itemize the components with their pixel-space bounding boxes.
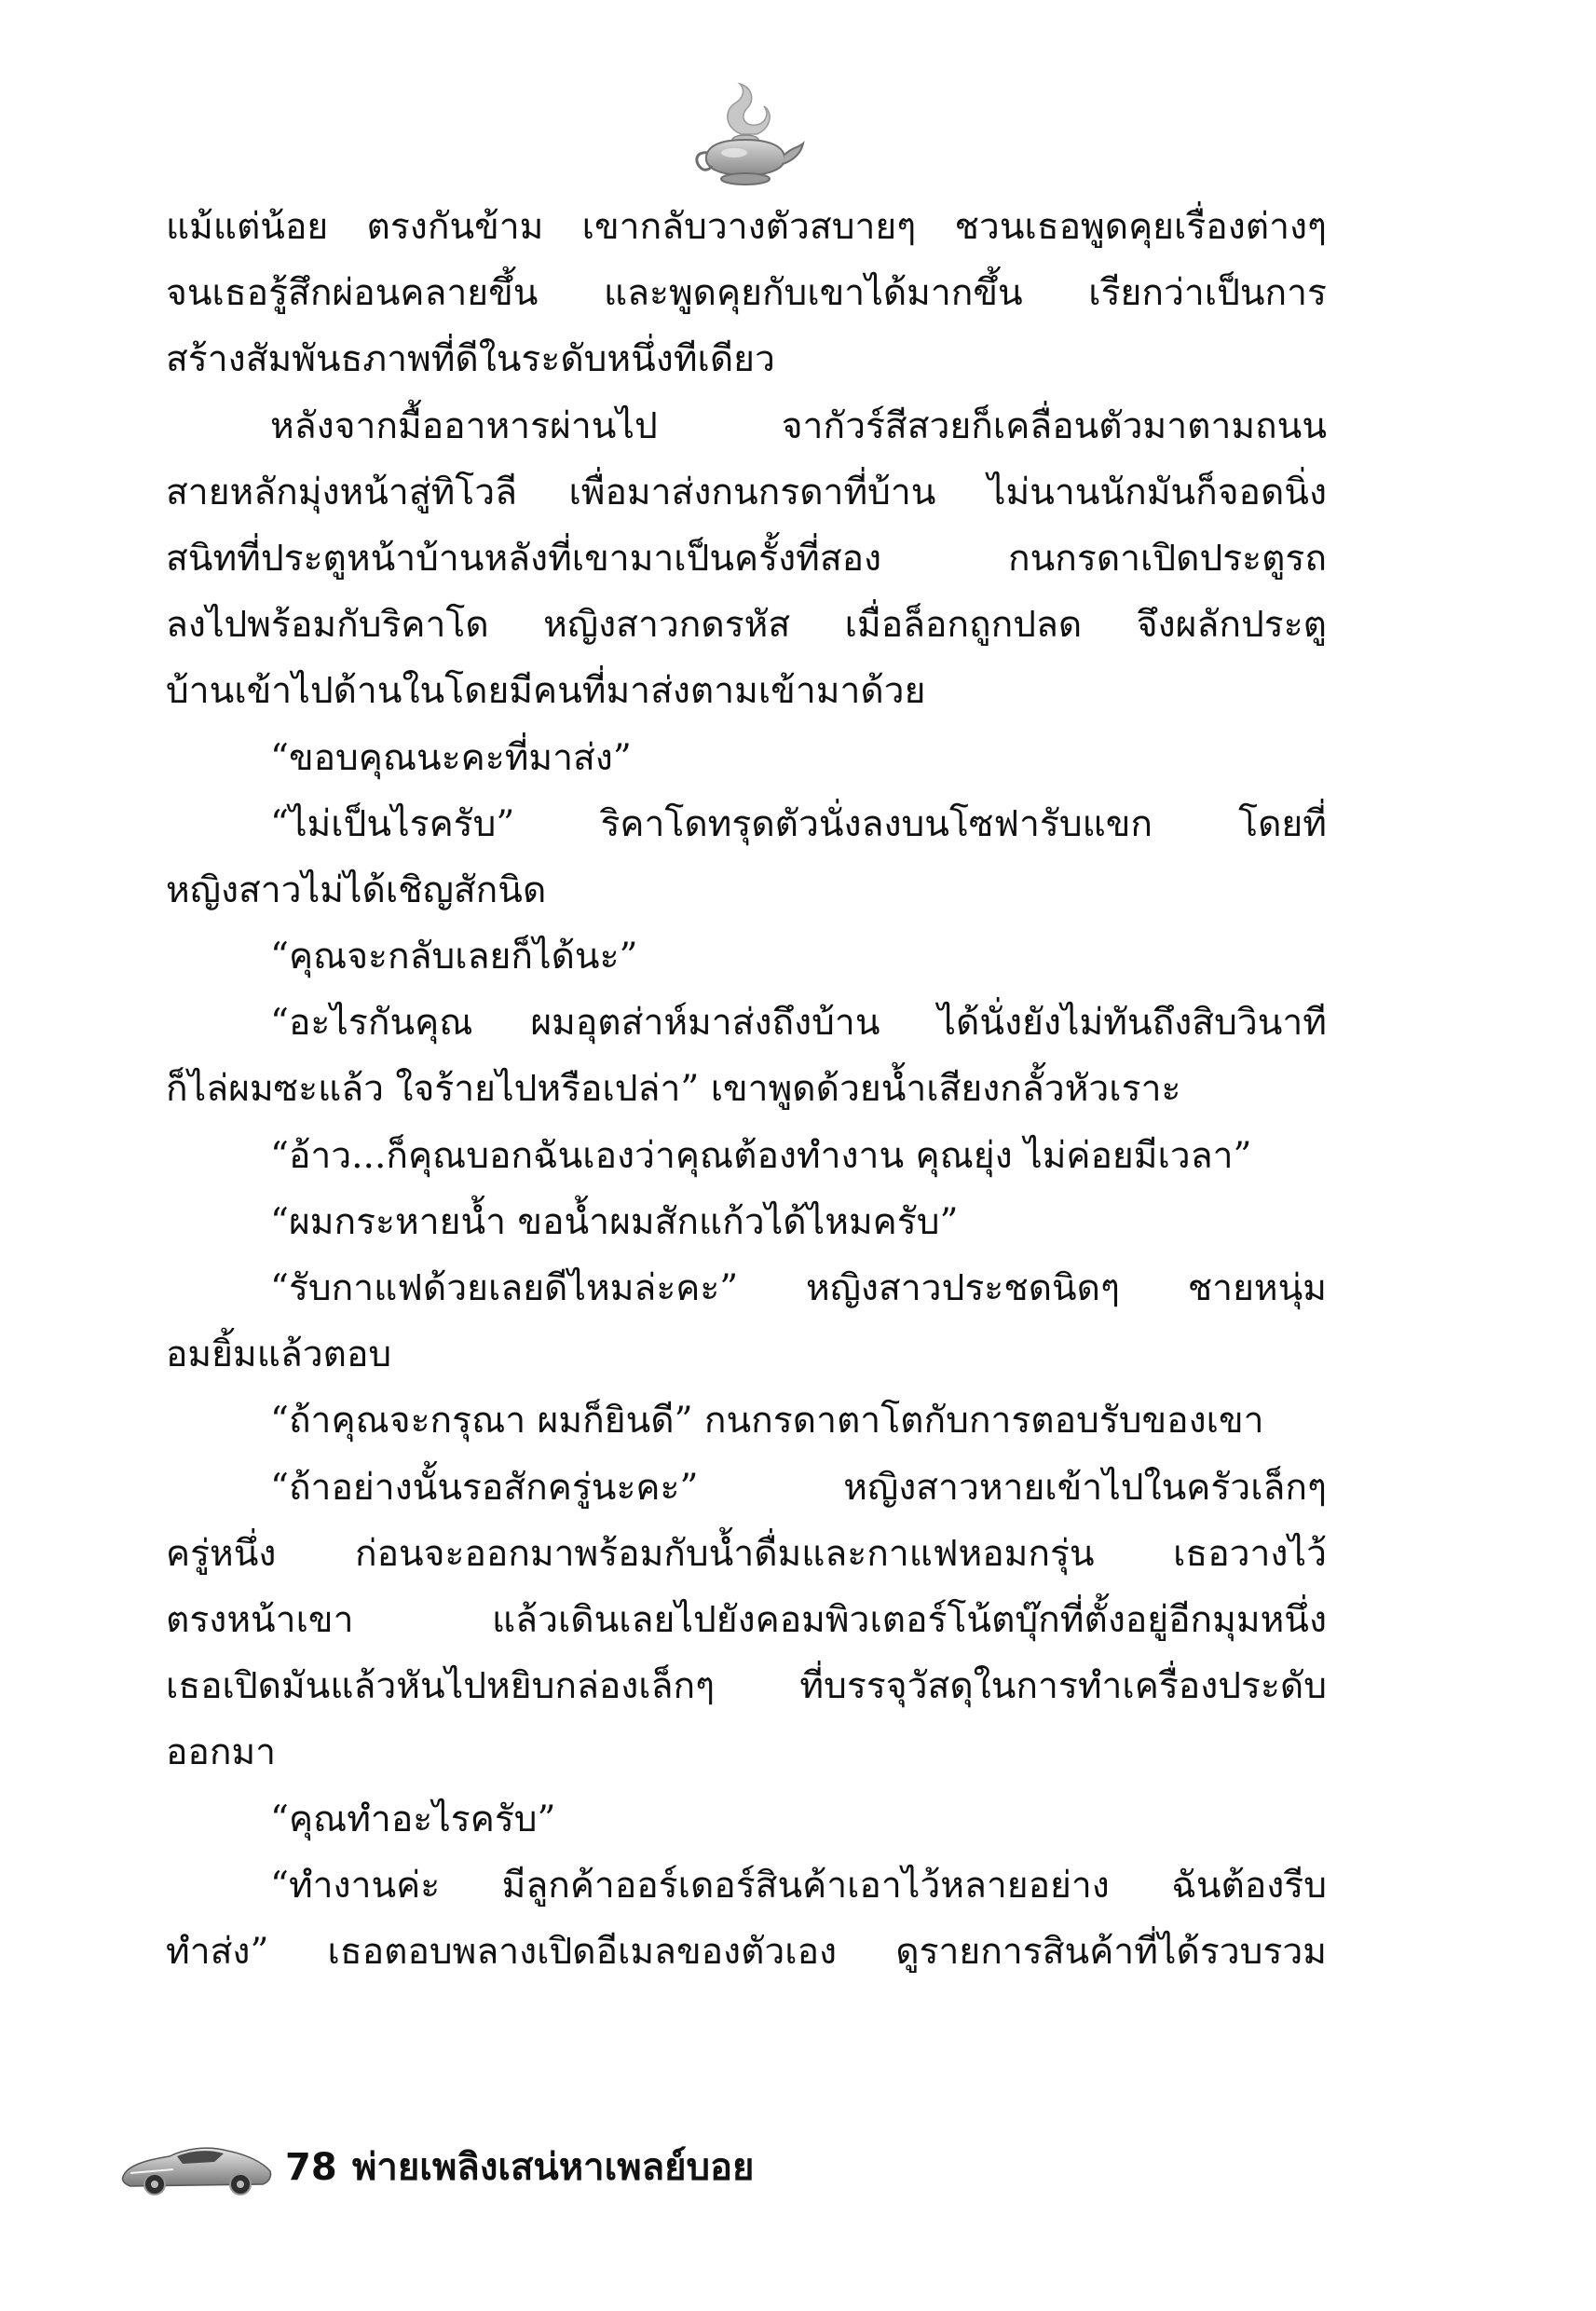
text-line: หลังจากมื้ออาหารผ่านไป จากัวร์สีสวยก็เคลื่อนตัวมาตามถนน [270,404,1327,447]
text-line: สนิทที่ประตูหน้าบ้านหลังที่เขามาเป็นครั้งที่สอง กนกรดาเปิดประตูรถ [166,537,1327,580]
text-line: “ไม่เป็นไรครับ” ริคาโดทรุดตัวนั่งลงบนโซฟารับแขก โดยที่ [270,802,1327,845]
text-line: ก็ไล่ผมซะแล้ว ใจร้ายไปหรือเปล่า” เขาพูดด้วยน้ำเสียงกลั้วหัวเราะ [166,1068,1181,1111]
text-line: ลงไปพร้อมกับริคาโด หญิงสาวกดรหัส เมื่อล็อกถูกปลด จึงผลักประตู [166,604,1327,647]
text-line: หญิงสาวไม่ได้เชิญสักนิด [166,868,547,911]
text-line: “รับกาแฟด้วยเลยดีไหมล่ะคะ” หญิงสาวประชดนิดๆ ชายหนุ่ม [270,1267,1327,1309]
text-line: “ขอบคุณนะคะที่มาส่ง” [270,736,632,779]
text-line: ออกมา [166,1731,277,1774]
book-title: พ่ายเพลิงเสน่หาเพลย์บอย [352,2146,755,2189]
text-line: “ทำงานค่ะ มีลูกค้าออร์เดอร์สินค้าเอาไว้หลายอย่าง ฉันต้องรีบ [270,1864,1327,1907]
text-line: “อ้าว...ก็คุณบอกฉันเองว่าคุณต้องทำงาน คุณยุ่ง ไม่ค่อยมีเวลา” [270,1134,1252,1177]
text-line: ทำส่ง” เธอตอบพลางเปิดอีเมลของตัวเอง ดูรายการสินค้าที่ได้รวบรวม [166,1930,1327,1973]
text-line: แม้แต่น้อย ตรงกันข้าม เขากลับวางตัวสบายๆ ชวนเธอพูดคุยเรื่องต่างๆ [166,206,1327,248]
text-line: “คุณทำอะไรครับ” [270,1798,556,1840]
text-line: “คุณจะกลับเลยก็ได้นะ” [270,936,638,978]
body-text [166,194,1327,1985]
text-line: เธอเปิดมันแล้วหันไปหยิบกล่องเล็กๆ ที่บรรจุวัสดุในการทำเครื่องประดับ [166,1665,1327,1708]
page-number: 78 [285,2146,337,2189]
text-line: สร้างสัมพันธภาพที่ดีในระดับหนึ่งทีเดียว [166,338,775,381]
text-line: สายหลักมุ่งหน้าสู่ทิโวลี เพื่อมาส่งกนกรดาที่บ้าน ไม่นานนักมันก็จอดนิ่ง [166,471,1327,513]
text-line: ครู่หนึ่ง ก่อนจะออกมาพร้อมกับน้ำดื่มและกาแฟหอมกรุ่น เธอวางไว้ [166,1532,1327,1575]
text-line: จนเธอรู้สึกผ่อนคลายขึ้น และพูดคุยกับเขาได้มากขึ้น เรียกว่าเป็นการ [166,272,1327,315]
page-footer [117,2121,1329,2214]
text-line: “ผมกระหายน้ำ ขอน้ำผมสักแก้วได้ไหมครับ” [270,1200,959,1243]
text-line: ตรงหน้าเขา แล้วเดินเลยไปยังคอมพิวเตอร์โน้ตบุ๊กที่ตั้งอยู่อีกมุมหนึ่ง [166,1598,1327,1641]
text-line: “ถ้าคุณจะกรุณา ผมก็ยินดี” กนกรดาตาโตกับการตอบรับของเขา [270,1400,1264,1443]
text-line: อมยิ้มแล้วตอบ [166,1333,392,1376]
genie-lamp-icon [688,78,807,198]
text-line: “อะไรกันคุณ ผมอุตส่าห์มาส่งถึงบ้าน ได้นั่งยังไม่ทันถึงสิบวินาที [270,1002,1327,1045]
text-line: บ้านเข้าไปด้านในโดยมีคนที่มาส่งตามเข้ามาด้วย [166,670,926,713]
sports-car-icon [117,2128,276,2203]
text-line: “ถ้าอย่างนั้นรอสักครู่นะคะ” หญิงสาวหายเข้าไปในครัวเล็กๆ [270,1466,1327,1509]
